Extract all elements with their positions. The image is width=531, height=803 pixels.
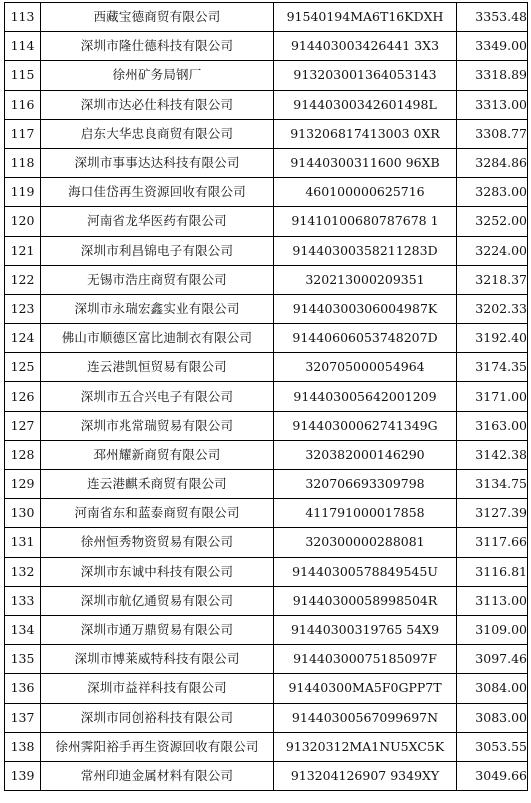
company-name: 连云港麒禾商贸有限公司 [41, 470, 274, 499]
company-name: 海口佳岱再生资源回收有限公司 [41, 178, 274, 207]
credit-code: 91440606053748207D [274, 324, 457, 353]
credit-code: 91440300319765 54X9 [274, 615, 457, 644]
row-index: 116 [5, 90, 41, 119]
credit-code: 91440300342601498L [274, 90, 457, 119]
amount-value: 3192.40 [457, 324, 528, 353]
credit-code: 91440300062741349G [274, 411, 457, 440]
credit-code: 320705000054964 [274, 353, 457, 382]
row-index: 127 [5, 411, 41, 440]
row-index: 113 [5, 3, 41, 32]
credit-code: 411791000017858 [274, 499, 457, 528]
row-index: 137 [5, 703, 41, 732]
row-index: 115 [5, 61, 41, 90]
table-row [5, 294, 528, 323]
company-name: 深圳市东诚中科技有限公司 [41, 557, 274, 586]
credit-code: 91440300578849545U [274, 557, 457, 586]
company-name: 河南省龙华医药有限公司 [41, 207, 274, 236]
company-name: 连云港凯恒贸易有限公司 [41, 353, 274, 382]
table-row [5, 615, 528, 644]
table-body [5, 3, 528, 791]
company-name: 徐州矿务局钢厂 [41, 61, 274, 90]
row-index: 130 [5, 499, 41, 528]
amount-value: 3142.38 [457, 440, 528, 469]
amount-value: 3318.89 [457, 61, 528, 90]
table-row [5, 3, 528, 32]
table-row [5, 499, 528, 528]
table-row [5, 440, 528, 469]
table-row [5, 732, 528, 761]
row-index: 120 [5, 207, 41, 236]
company-name: 徐州恒秀物资贸易有限公司 [41, 528, 274, 557]
amount-value: 3134.75 [457, 470, 528, 499]
row-index: 132 [5, 557, 41, 586]
amount-value: 3283.00 [457, 178, 528, 207]
credit-code: 320382000146290 [274, 440, 457, 469]
table-row [5, 207, 528, 236]
amount-value: 3053.55 [457, 732, 528, 761]
company-name: 深圳市五合兴电子有限公司 [41, 382, 274, 411]
table-row [5, 470, 528, 499]
table-row [5, 265, 528, 294]
row-index: 119 [5, 178, 41, 207]
credit-code: 320300000288081 [274, 528, 457, 557]
table-row [5, 236, 528, 265]
amount-value: 3109.00 [457, 615, 528, 644]
credit-code: 320706693309798 [274, 470, 457, 499]
company-table [4, 2, 528, 791]
credit-code: 91540194MA6T16KDXH [274, 3, 457, 32]
amount-value: 3084.00 [457, 674, 528, 703]
company-name: 深圳市利昌锦电子有限公司 [41, 236, 274, 265]
table-row [5, 674, 528, 703]
company-name: 深圳市隆仕德科技有限公司 [41, 32, 274, 61]
company-name: 无锡市浩庄商贸有限公司 [41, 265, 274, 294]
credit-code: 91440300358211283D [274, 236, 457, 265]
table-row [5, 61, 528, 90]
table-row [5, 557, 528, 586]
company-name: 深圳市兆常瑞贸易有限公司 [41, 411, 274, 440]
table-row [5, 645, 528, 674]
amount-value: 3218.37 [457, 265, 528, 294]
row-index: 128 [5, 440, 41, 469]
table-row [5, 178, 528, 207]
row-index: 131 [5, 528, 41, 557]
credit-code: 91320312MA1NU5XC5K [274, 732, 457, 761]
company-name: 常州印迪金属材料有限公司 [41, 761, 274, 790]
row-index: 124 [5, 324, 41, 353]
company-name: 深圳市永瑞宏鑫实业有限公司 [41, 294, 274, 323]
table-row [5, 528, 528, 557]
company-name: 佛山市顺德区富比迪制衣有限公司 [41, 324, 274, 353]
credit-code: 320213000209351 [274, 265, 457, 294]
credit-code: 91440300567099697N [274, 703, 457, 732]
row-index: 114 [5, 32, 41, 61]
table-row [5, 90, 528, 119]
company-name: 启东大华忠良商贸有限公司 [41, 119, 274, 148]
table-row [5, 119, 528, 148]
table-row [5, 703, 528, 732]
table-row [5, 324, 528, 353]
company-name: 深圳市事事达达科技有限公司 [41, 148, 274, 177]
table-row [5, 148, 528, 177]
company-name: 西藏宝德商贸有限公司 [41, 3, 274, 32]
company-name: 深圳市达必仕科技有限公司 [41, 90, 274, 119]
company-name: 深圳市通万鼎贸易有限公司 [41, 615, 274, 644]
credit-code: 91440300075185097F [274, 645, 457, 674]
company-name: 徐州霁阳裕手再生资源回收有限公司 [41, 732, 274, 761]
company-name: 深圳市航亿通贸易有限公司 [41, 586, 274, 615]
table-row [5, 32, 528, 61]
amount-value: 3313.00 [457, 90, 528, 119]
row-index: 122 [5, 265, 41, 294]
credit-code: 460100000625716 [274, 178, 457, 207]
amount-value: 3163.00 [457, 411, 528, 440]
row-index: 123 [5, 294, 41, 323]
company-name: 深圳市博莱威特科技有限公司 [41, 645, 274, 674]
row-index: 118 [5, 148, 41, 177]
credit-code: 914403003426441 3X3 [274, 32, 457, 61]
row-index: 121 [5, 236, 41, 265]
amount-value: 3224.00 [457, 236, 528, 265]
credit-code: 91440300058998504R [274, 586, 457, 615]
amount-value: 3083.00 [457, 703, 528, 732]
credit-code: 91440300311600 96XB [274, 148, 457, 177]
company-name: 邳州耀新商贸有限公司 [41, 440, 274, 469]
credit-code: 914403005642001209 [274, 382, 457, 411]
row-index: 126 [5, 382, 41, 411]
row-index: 117 [5, 119, 41, 148]
amount-value: 3252.00 [457, 207, 528, 236]
row-index: 134 [5, 615, 41, 644]
credit-code: 91440300MA5F0GPP7T [274, 674, 457, 703]
amount-value: 3171.00 [457, 382, 528, 411]
amount-value: 3097.46 [457, 645, 528, 674]
table-row [5, 353, 528, 382]
table-row [5, 586, 528, 615]
company-name: 河南省东和蓝泰商贸有限公司 [41, 499, 274, 528]
row-index: 125 [5, 353, 41, 382]
credit-code: 913203001364053143 [274, 61, 457, 90]
amount-value: 3308.77 [457, 119, 528, 148]
amount-value: 3174.35 [457, 353, 528, 382]
row-index: 138 [5, 732, 41, 761]
amount-value: 3117.66 [457, 528, 528, 557]
amount-value: 3353.48 [457, 3, 528, 32]
amount-value: 3116.81 [457, 557, 528, 586]
amount-value: 3349.00 [457, 32, 528, 61]
amount-value: 3284.86 [457, 148, 528, 177]
table-row [5, 761, 528, 790]
row-index: 135 [5, 645, 41, 674]
amount-value: 3049.66 [457, 761, 528, 790]
amount-value: 3127.39 [457, 499, 528, 528]
table-row [5, 411, 528, 440]
row-index: 139 [5, 761, 41, 790]
amount-value: 3202.33 [457, 294, 528, 323]
credit-code: 91410100680787678 1 [274, 207, 457, 236]
credit-code: 913204126907 9349XY [274, 761, 457, 790]
row-index: 136 [5, 674, 41, 703]
row-index: 133 [5, 586, 41, 615]
amount-value: 3113.00 [457, 586, 528, 615]
credit-code: 913206817413003 0XR [274, 119, 457, 148]
table-row [5, 382, 528, 411]
credit-code: 91440300306004987K [274, 294, 457, 323]
company-name: 深圳市益祥科技有限公司 [41, 674, 274, 703]
row-index: 129 [5, 470, 41, 499]
company-name: 深圳市同创裕科技有限公司 [41, 703, 274, 732]
